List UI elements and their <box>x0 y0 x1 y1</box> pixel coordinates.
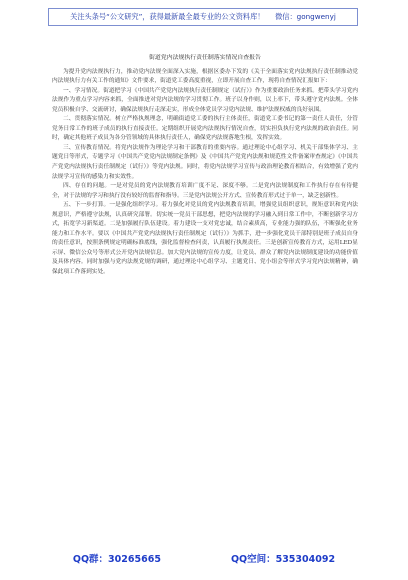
document-body <box>52 54 358 278</box>
banner-spacer <box>268 13 273 22</box>
footer-qq-group: QQ群：30265665 <box>72 554 161 565</box>
paragraph-publicity: 三、宣传教育情况。将党内法规作为理论学习和干部教育的重要内容。通过理论中心组学习、机关干部集体学习、主题党日等形式，专题学习《中国共产党党内法规制定条例》及《中国共产党党内法规和规范性文件备案审查规定》《中国共产党党内法规执行责任制规定（试行）》等党内法规。同时，将党内法规学习宣传与政治理论教育相结合，有效增强了党内法规学习宣传的感染力和实效性。 <box>52 144 358 180</box>
paragraph-implementation: 二、贯彻落实情况。树立严格执规理念，明确街道党工委的执行主体责任，街道党工委书记的第一责任人责任，分管党务日常工作的班子成员的执行直接责任。定期组织开展党内法规执行情况自查，切实担负执行党内法规的政治责任。同时，确定其他班子成员为各分管领域的具体执行责任人，确保党内法规落地生根，发挥实效。 <box>52 116 358 142</box>
paragraph-intro: 为提升党内法规执行力，推动党内法规全面深入实施，根据区委办下发的《关于全面落实党内法规执行责任制推动党内法规执行力有关工作的通知》文件要求，街道党工委高度重视，立即开展自查工作，现将自查情况汇报如下： <box>52 68 358 85</box>
header-banner <box>48 8 358 26</box>
paragraph-next-steps: 五、下一步打算。一是强化组织学习。着力强化对党员的党内法规教育培训，增强党员组织意识，规矩意识和党内法规意识，严格遵守法规，认真研究部署。切实统一党员干部思想，把党内法规的学习融入到日常工作中，不断创新学习方式，拓宽学习新渠道。二是加强履行队伍建设。着力建设一支对党忠诚，结合素质高，专业能力强的队伍，不断强化业务能力和工作水平。要以《中国共产党党内法规执行责任制规定（试行）》为抓手，进一步强化党员干部特别是班子成员自身的责任意识，按照条例规定明确标准底线，强化监督检查问责，认真履行执规责任。三是创新宣传教育方式，运用LED显示屏、微信公众号等形式公开党内法规信息。加大党内法规的宣传力度，让党员、群众了解党内法规制度建设的功能价值及具体内容。同时加强与党内法规党规的调研，通过理论中心组学习、主题党日、党小组会等形式学习党内法规精神，确保此项工作落到实处。 <box>52 202 358 276</box>
document-title: 街道党内法规执行责任制落实情况自查报告 <box>149 55 261 61</box>
footer-bar <box>0 550 408 566</box>
footer-qq-space: QQ空间：535304092 <box>230 554 336 565</box>
paragraph-problems: 四、存在的问题。一是对党员的党内法规教育培训广度不足、深度不够。二是党内法规制度和工作执行存在有待健全，对于法规的学习和执行没有较好的监督和指导。三是党内法规公开方式、宣传教育形式过于单一，缺乏创新性。 <box>52 183 358 199</box>
banner-right-text: 微信：gongwenyj <box>275 12 336 21</box>
banner-left-text: 关注头条号“公文研究”，获得最新最全最专业的公文资料库！ <box>70 12 265 21</box>
paragraph-learning: 一、学习情况。街道把学习《中国共产党党内法规执行责任制规定（试行）》作为重要政治任务来抓。把带头学习党内法规作为重点学习内容来抓，全面推进对党内法规的学习贯彻工作。班子以身作则，以上率下，带头遵守党内法规。全体党员积极自学、交流研讨，确保法规执行走深走实，形成全体党员学习党内法规、维护法规权威的良好氛围。 <box>52 87 358 113</box>
